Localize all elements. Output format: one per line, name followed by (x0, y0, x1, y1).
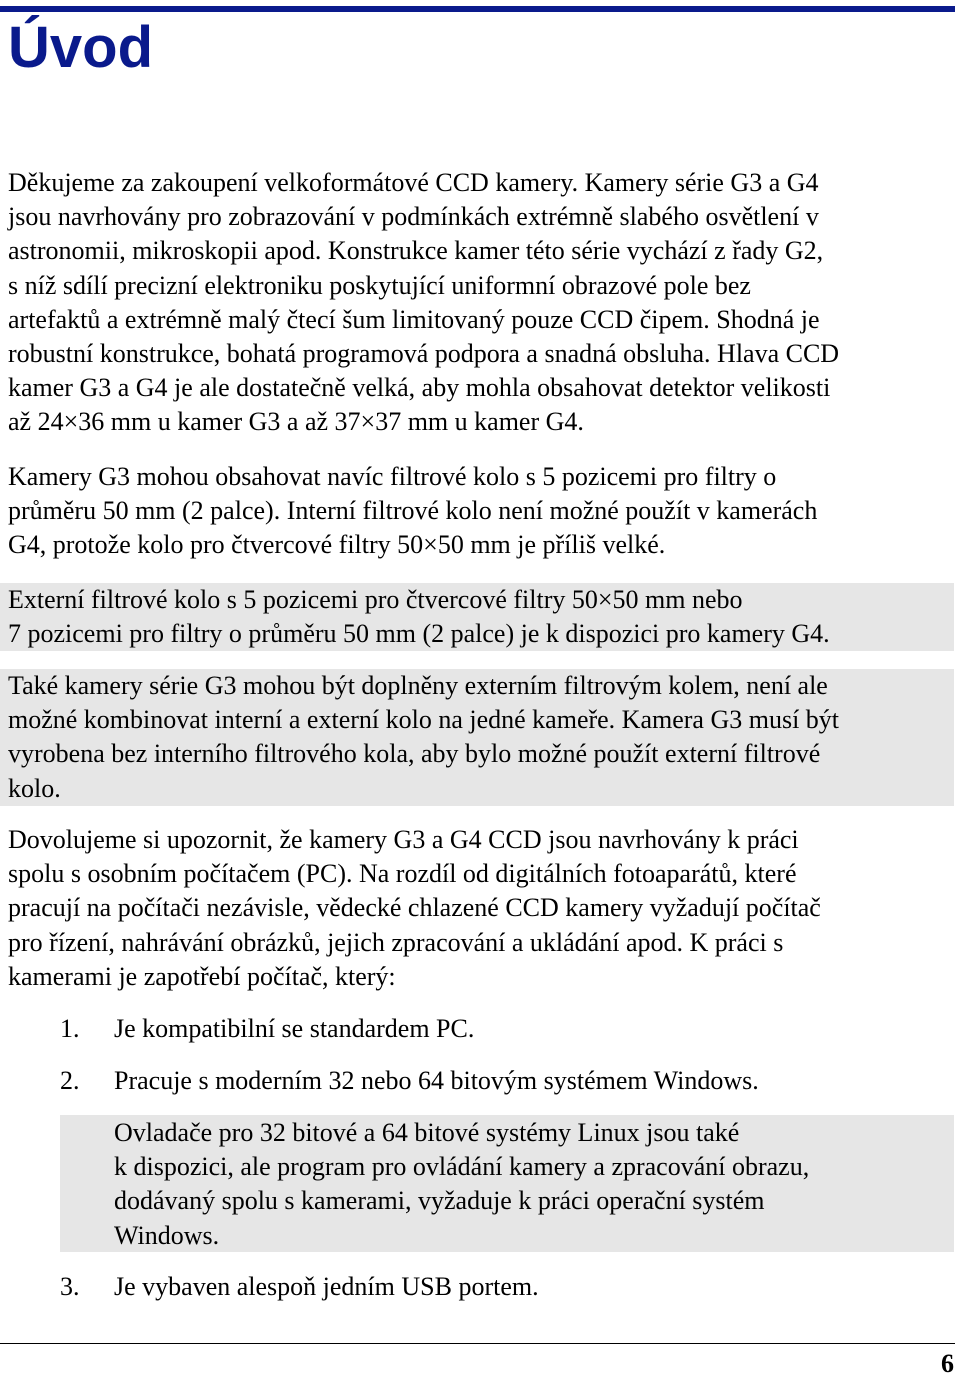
g3-external-wheel-note: Také kamery série G3 mohou být doplněny externím filtrovým kolem, není ale možné kombinovat interní a externí kolo na jedné kameře. Kamera G3 musí být vyrobena bez interního filtrového kola, aby bylo možné použít externí filtrové kolo. (0, 669, 954, 806)
list-item (60, 1270, 940, 1304)
filter-wheel-paragraph: Kamery G3 mohou obsahovat navíc filtrové kolo s 5 pozicemi pro filtry o průměru 50 mm (2 palce). Interní filtrové kolo není možné použít v kamerách G4, protože kolo pro čtvercové filtry 50×50 mm je příliš velké. (8, 462, 818, 560)
list-item-number: 2. (60, 1066, 80, 1095)
list-item (60, 1064, 940, 1098)
list-item-text: Pracuje s moderním 32 nebo 64 bitovým systémem Windows. (114, 1066, 759, 1095)
page-number: 6 (941, 1349, 954, 1378)
linux-drivers-note (60, 1115, 954, 1252)
intro-paragraph: Děkujeme za zakoupení velkoformátové CCD kamery. Kamery série G3 a G4 jsou navrhovány pro zobrazování v podmínkách extrémně slabého osvětlení v astronomii, mikroskopii apod. Konstrukce kamer této série vychází z řady G2, s níž sdílí precizní elektroniku poskytující uniformní obrazové pole bez artefaktů a extrémně malý čtecí šum limitovaný pouze CCD čipem. Shodná je robustní konstrukce, bohatá programová podpora a snadná obsluha. Hlava CCD kamer G3 a G4 je ale dostatečně velká, aby mohla obsahovat detektor velikosti až 24×36 mm u kamer G3 a až 37×37 mm u kamer G4. (8, 168, 840, 437)
list-item-number: 1. (60, 1014, 80, 1043)
top-rule (0, 6, 955, 12)
list-item-number: 3. (60, 1272, 80, 1301)
list-item-text: Je vybaven alespoň jedním USB portem. (114, 1272, 539, 1301)
list-item (60, 1012, 940, 1046)
list-item-text: Je kompatibilní se standardem PC. (114, 1014, 475, 1043)
pc-requirement-paragraph: Dovolujeme si upozornit, že kamery G3 a G4 CCD jsou navrhovány k práci spolu s osobním počítačem (PC). Na rozdíl od digitálních fotoaparátů, které pracují na počítači nezávisle, vědecké chlazené CCD kamery vyžadují počítač pro řízení, nahrávání obrázků, jejich zpracování a ukládání apod. K práci s kamerami je zapotřebí počítač, který: (8, 825, 821, 991)
footer-rule (0, 1343, 955, 1344)
external-filter-wheel-note: Externí filtrové kolo s 5 pozicemi pro čtvercové filtry 50×50 mm nebo 7 pozicemi pro filtry o průměru 50 mm (2 palce) je k dispozici pro kamery G4. (0, 583, 954, 651)
note-text: Ovladače pro 32 bitové a 64 bitové systémy Linux jsou také k dispozici, ale program pro ovládání kamery a zpracování obrazu, dodávaný spolu s kamerami, vyžaduje k práci operační systém Windows. (114, 1118, 810, 1250)
page-title: Úvod (8, 15, 153, 80)
